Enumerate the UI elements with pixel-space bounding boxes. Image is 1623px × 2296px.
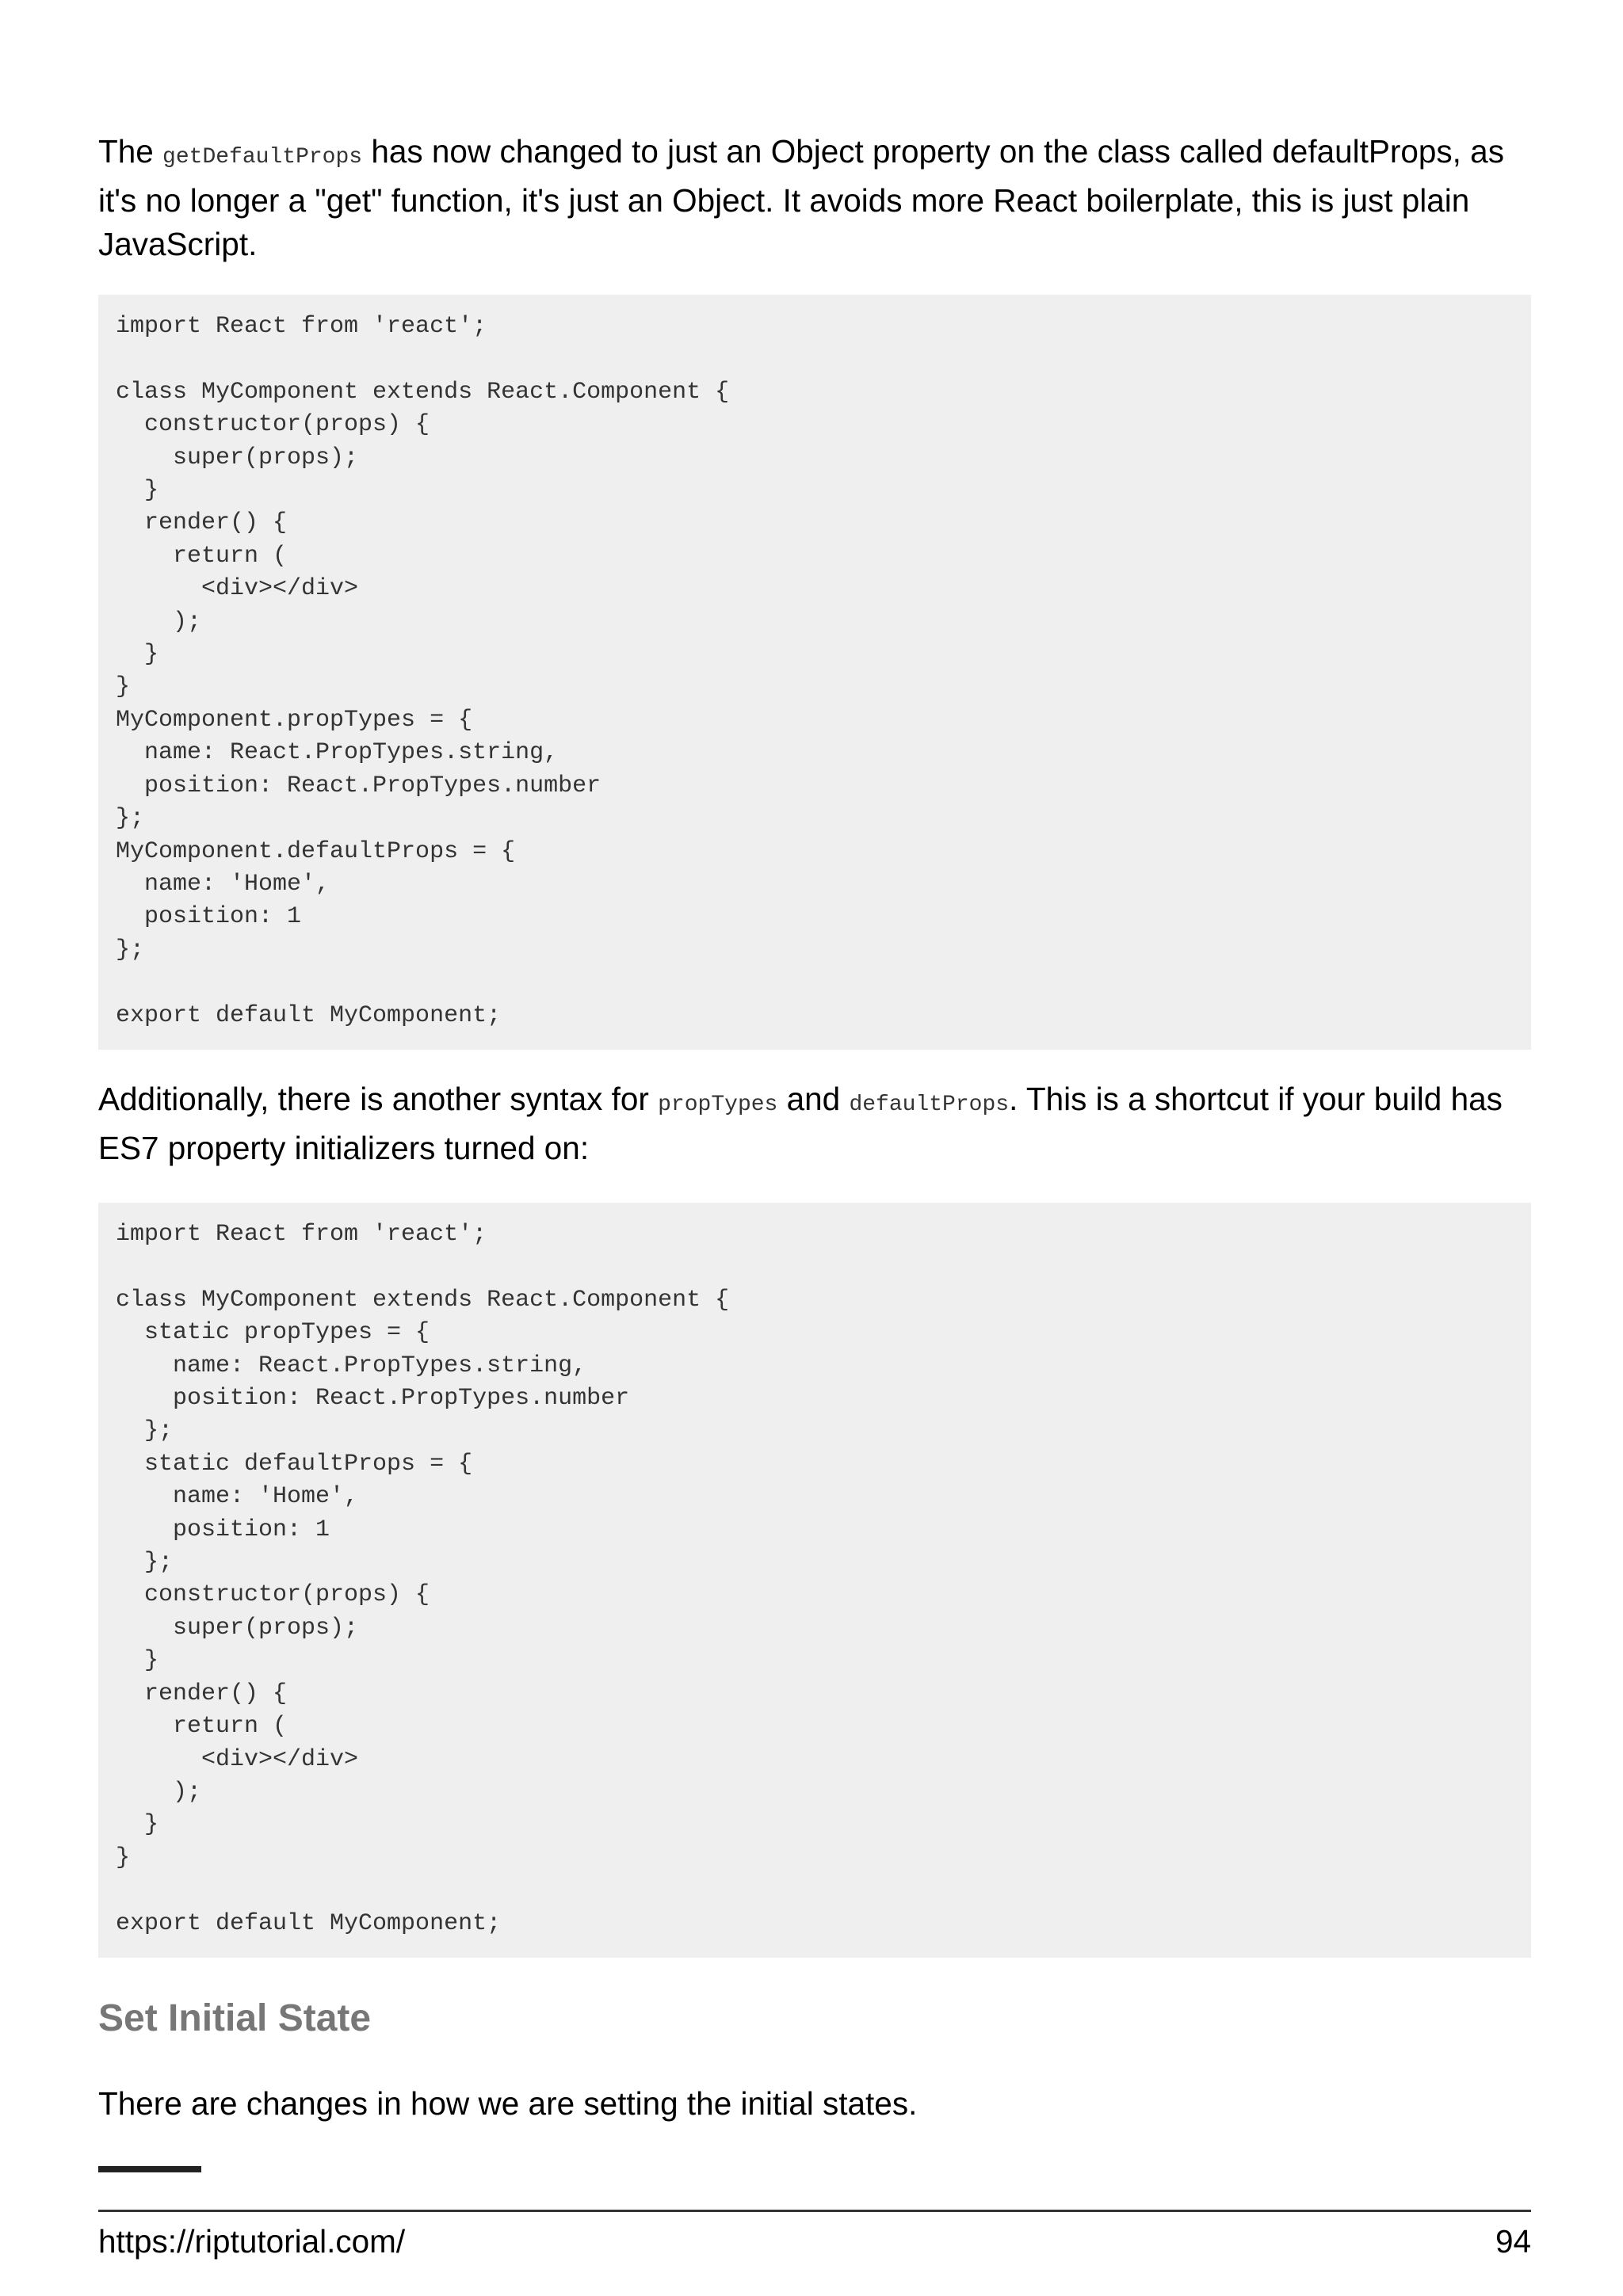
code-block-static-properties: import React from 'react'; class MyComponent extends React.Component { static propTypes = { name: React.PropTypes.string, position: React.PropTypes.number }; static defaultProps = { name: 'Home', position: 1 }; constructor(props) { super(props); } render() { return ( <div></div> ); } } export default MyComponent; (98, 1203, 1531, 1958)
page-number: 94 (1495, 2223, 1531, 2260)
paragraph-text: Additionally, there is another syntax for (98, 1081, 659, 1117)
paragraph-text: The (98, 133, 163, 170)
code-block-class-assignment: import React from 'react'; class MyComponent extends React.Component { constructor(props) { super(props); } render() { return ( <div></div> ); } } MyComponent.propTypes = { name: React.PropTypes.string, position: React.PropTypes.number }; MyComponent.defaultProps = { name: 'Home', position: 1 }; export default MyComponent; (98, 295, 1531, 1050)
paragraph-text: and (777, 1081, 850, 1117)
paragraph-es7-syntax (98, 1077, 1531, 1170)
section-divider (98, 2166, 201, 2172)
inline-code-getdefaultprops: getDefaultProps (162, 145, 363, 170)
paragraph-default-props-intro (98, 130, 1531, 266)
section-heading: Set Initial State (98, 1997, 372, 2039)
paragraph-text: has now changed to just an Object property on the class called defaultProps, as it's no longer a "get" function, it's just an Object. It avoids more React boilerplate, this is just plain JavaScript. (98, 133, 1504, 262)
inline-code-defaultprops: defaultProps (849, 1093, 1010, 1117)
paragraph-initial-state: There are changes in how we are setting the initial states. (98, 2085, 918, 2122)
footer-url-link[interactable]: https://riptutorial.com/ (98, 2223, 406, 2260)
inline-code-proptypes: propTypes (658, 1093, 778, 1117)
footer-divider (98, 2210, 1531, 2212)
paragraph-text: . This is a shortcut if your build has ES7 property initializers turned on: (98, 1081, 1503, 1166)
